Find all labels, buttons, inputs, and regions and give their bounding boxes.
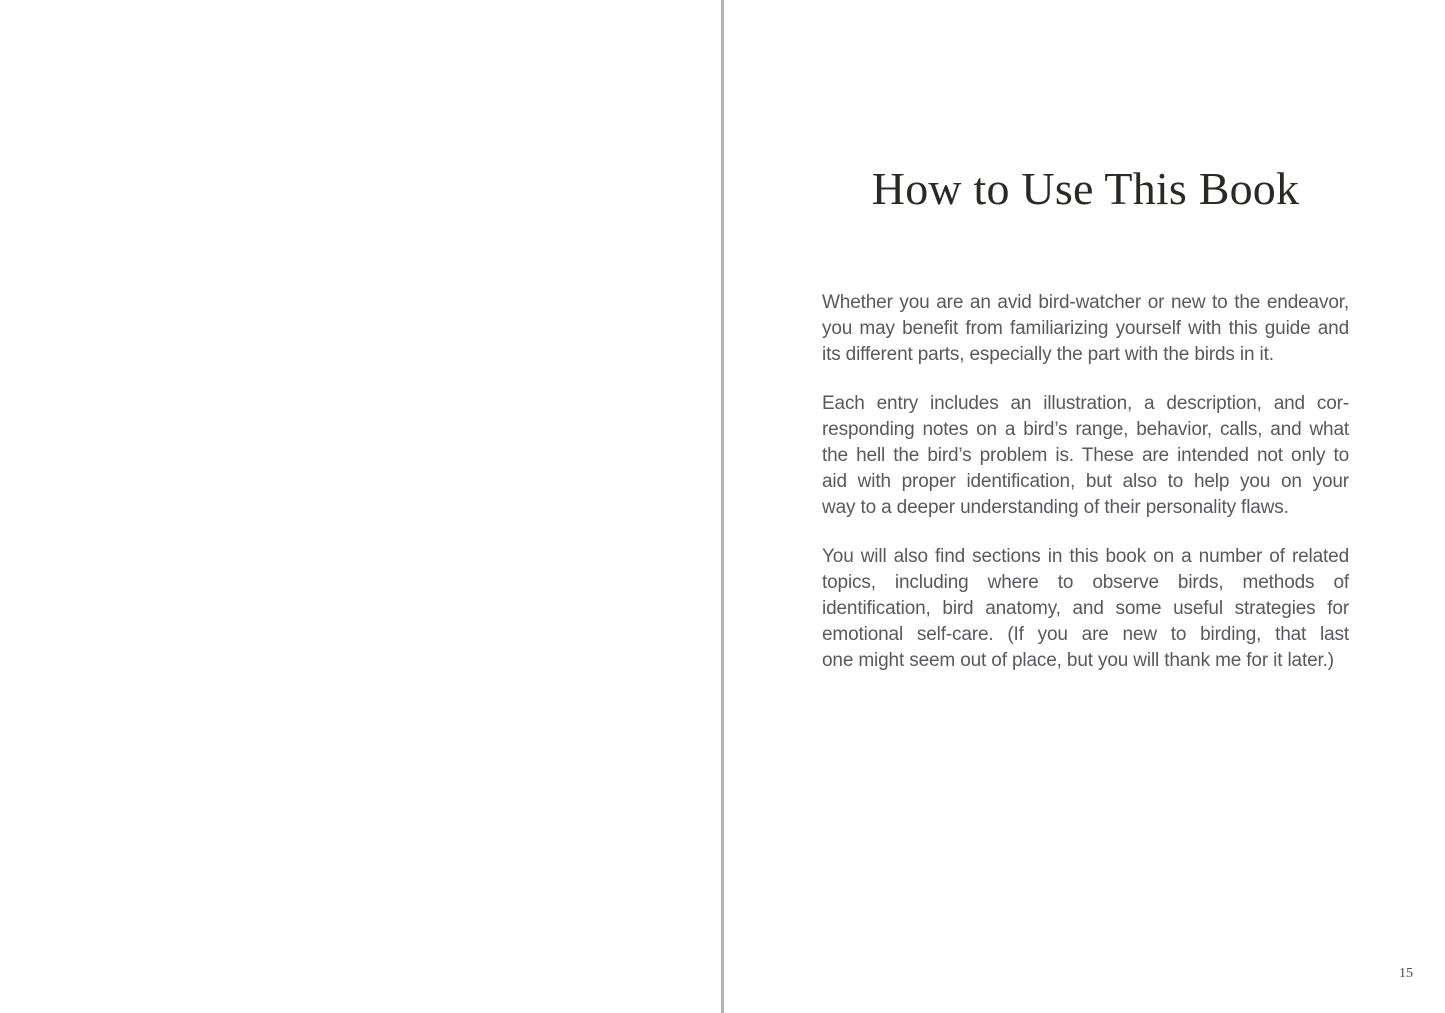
paragraph	[822, 391, 1349, 521]
paragraph-line: the hell the bird’s problem is. These are intended not only to	[822, 445, 1349, 466]
paragraph-line: its different parts, especially the part with the birds in it.	[822, 344, 1274, 365]
paragraph-line: emotional self-care. (If you are new to birding, that last	[822, 624, 1349, 645]
left-page-blank	[0, 0, 721, 1013]
chapter-title: How to Use This Book	[871, 163, 1300, 214]
paragraph-line: way to a deeper understanding of their personality flaws.	[822, 497, 1289, 518]
paragraph-line: You will also find sections in this book on a number of related	[822, 546, 1349, 567]
paragraph	[822, 290, 1349, 368]
paragraph-line: Each entry includes an illustration, a description, and cor-	[822, 393, 1349, 414]
paragraph	[822, 544, 1349, 674]
page-number: 15	[1399, 966, 1413, 981]
body-text	[822, 290, 1349, 697]
right-page	[723, 0, 1445, 1013]
paragraph-line: responding notes on a bird’s range, behavior, calls, and what	[822, 419, 1349, 440]
paragraph-line: topics, including where to observe birds, methods of	[822, 572, 1349, 593]
paragraph-line: aid with proper identification, but also to help you on your	[822, 471, 1349, 492]
paragraph-line: one might seem out of place, but you will thank me for it later.)	[822, 650, 1334, 671]
paragraph-line: you may benefit from familiarizing yourself with this guide and	[822, 318, 1349, 339]
paragraph-line: identification, bird anatomy, and some useful strategies for	[822, 598, 1349, 619]
paragraph-line: Whether you are an avid bird-watcher or new to the endeavor,	[822, 292, 1349, 313]
